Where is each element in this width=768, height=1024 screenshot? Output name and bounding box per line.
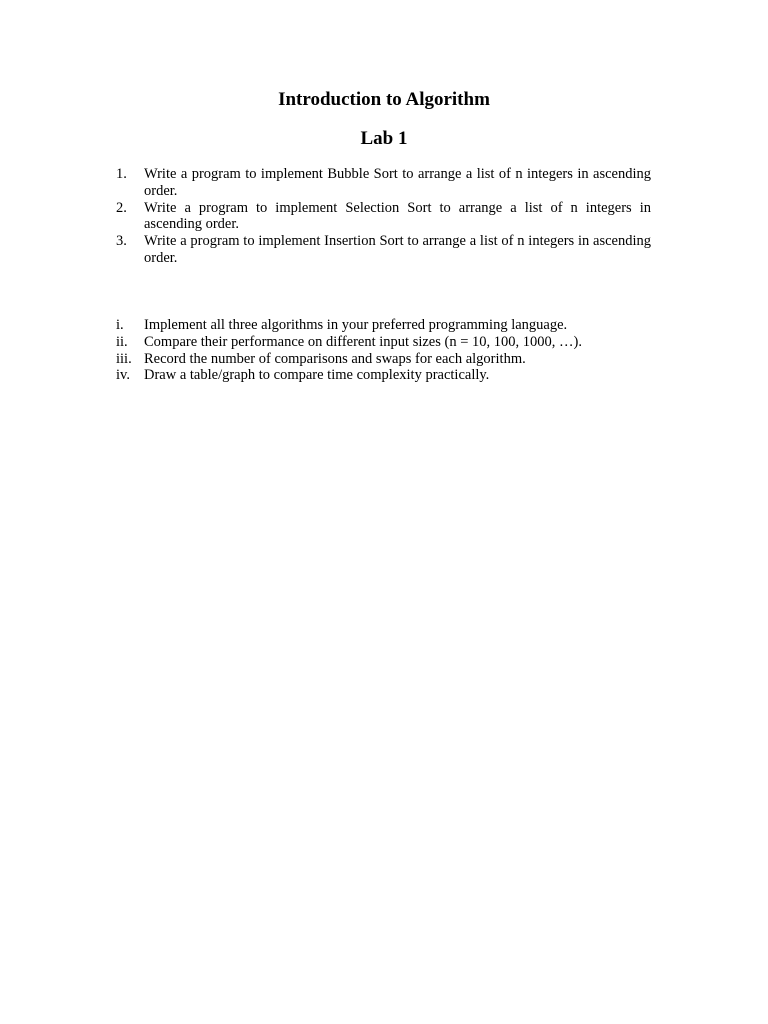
requirement-number: i.: [116, 317, 124, 333]
task-number: 2.: [116, 199, 127, 216]
requirements-list: [116, 317, 651, 384]
list-item-requirement-4: [116, 367, 651, 384]
requirement-text: Record the number of comparisons and swaps for each algorithm.: [144, 350, 526, 367]
requirement-number: iii.: [116, 350, 132, 367]
list-item-task-1: [116, 166, 651, 200]
list-item-task-2: [116, 200, 651, 234]
task-number: 3.: [116, 233, 127, 250]
task-number: 1.: [116, 166, 127, 182]
requirement-text: Draw a table/graph to compare time complexity practically.: [144, 367, 490, 384]
list-item-requirement-2: [116, 334, 651, 351]
document-subtitle: Lab 1: [360, 128, 408, 149]
requirement-text: Implement all three algorithms in your preferred programming language.: [144, 317, 568, 333]
task-text: Write a program to implement Bubble Sort to arrange a list of n integers in ascending order.: [144, 166, 651, 199]
task-list: [116, 166, 651, 267]
requirement-number: iv.: [116, 367, 130, 384]
list-item-requirement-3: [116, 351, 651, 368]
document-title: Introduction to Algorithm: [278, 89, 490, 110]
requirement-text: Compare their performance on different input sizes (n = 10, 100, 1000, …).: [144, 333, 582, 350]
list-item-requirement-1: [116, 317, 651, 334]
requirement-number: ii.: [116, 333, 128, 350]
task-text: Write a program to implement Selection Sort to arrange a list of n integers in ascending order.: [144, 199, 651, 233]
task-text: Write a program to implement Insertion Sort to arrange a list of n integers in ascending order.: [144, 233, 651, 266]
list-item-task-3: [116, 233, 651, 267]
